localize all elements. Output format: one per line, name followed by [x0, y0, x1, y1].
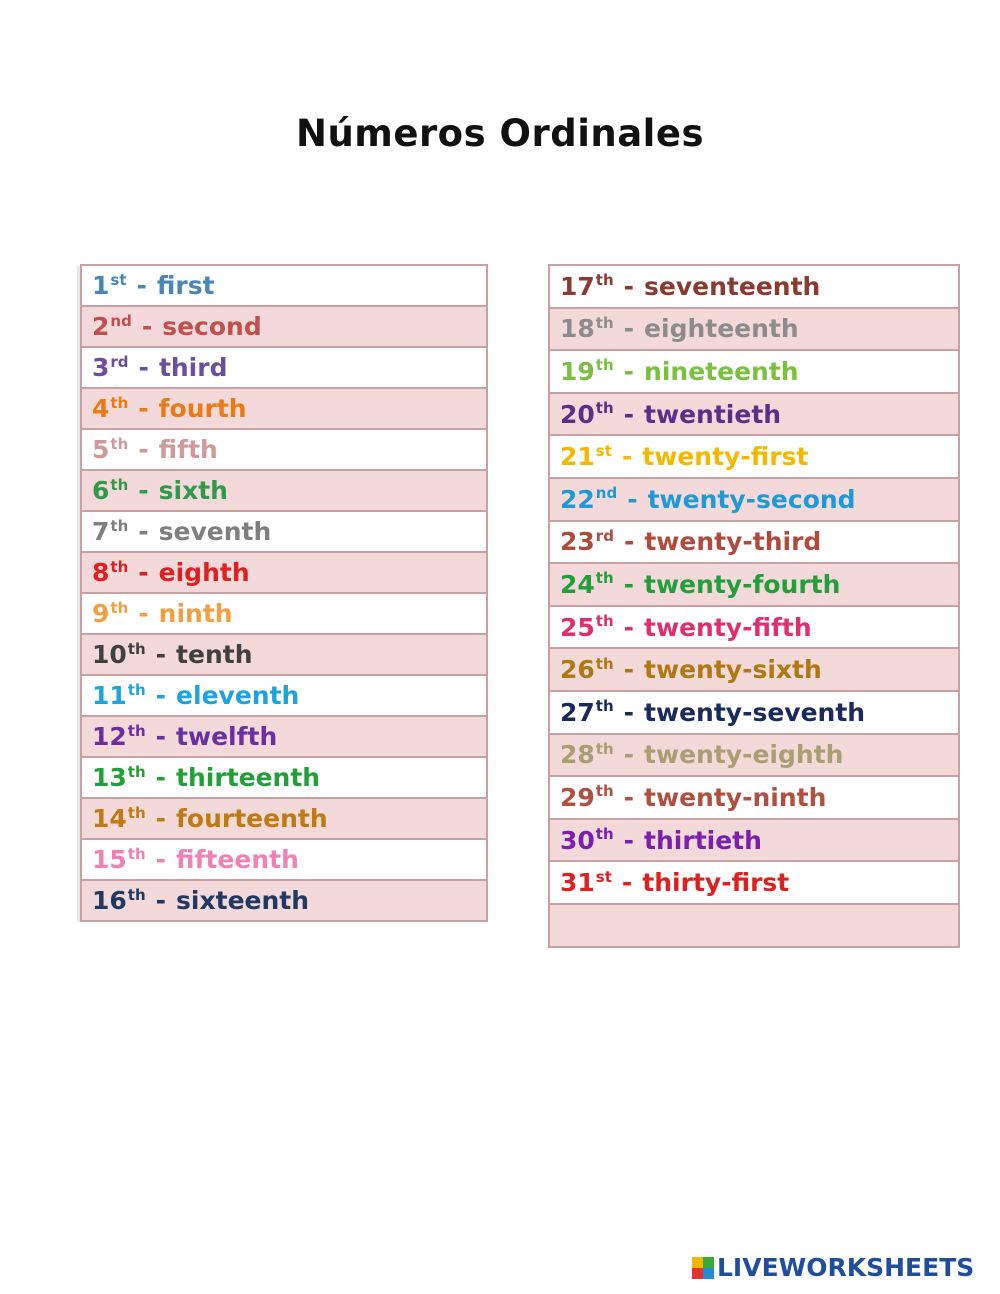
ordinal-row — [550, 649, 958, 692]
dash-separator: - — [623, 271, 635, 301]
ordinal-number: 17 — [560, 271, 595, 301]
ordinal-suffix: rd — [110, 352, 129, 371]
ordinal-row — [550, 777, 958, 820]
ordinal-number: 13 — [92, 763, 127, 792]
dash-separator: - — [138, 353, 149, 382]
dash-separator: - — [623, 527, 635, 557]
ordinal-suffix: th — [127, 885, 146, 904]
ordinal-row — [82, 594, 486, 635]
ordinal-row — [82, 676, 486, 717]
dash-separator: - — [155, 640, 167, 669]
ordinal-word: thirty-first — [642, 868, 790, 898]
ordinal-word: seventh — [158, 517, 272, 546]
ordinal-row — [82, 266, 486, 307]
ordinal-word: twentieth — [644, 399, 782, 429]
dash-separator: - — [623, 782, 635, 812]
ordinal-word: thirteenth — [176, 763, 321, 792]
dash-separator: - — [138, 435, 149, 464]
dash-separator: - — [136, 271, 147, 300]
ordinal-row — [82, 389, 486, 430]
dash-separator: - — [138, 517, 149, 546]
ordinal-word: second — [162, 312, 262, 341]
ordinal-number: 1 — [92, 271, 110, 300]
ordinal-word: seventeenth — [644, 271, 821, 301]
ordinal-row — [82, 840, 486, 881]
ordinal-suffix: rd — [595, 526, 614, 545]
liveworksheets-logo-icon — [692, 1257, 714, 1279]
ordinal-word: twenty-sixth — [644, 655, 822, 685]
dash-separator: - — [138, 476, 149, 505]
ordinal-suffix: th — [595, 356, 614, 375]
ordinal-number: 19 — [560, 356, 595, 386]
ordinal-suffix: st — [110, 270, 127, 289]
ordinal-row — [82, 553, 486, 594]
ordinal-word: twenty-eighth — [644, 740, 844, 770]
ordinal-number: 9 — [92, 599, 110, 628]
ordinal-number: 23 — [560, 527, 595, 557]
ordinal-word: twenty-second — [647, 484, 856, 514]
ordinal-row — [82, 307, 486, 348]
ordinal-table-left — [80, 264, 488, 922]
ordinal-word: twenty-fourth — [644, 569, 841, 599]
ordinal-word: eighteenth — [644, 314, 799, 344]
ordinal-suffix: th — [110, 598, 129, 617]
ordinal-suffix: th — [110, 434, 129, 453]
ordinal-word: fifteenth — [176, 845, 299, 874]
dash-separator: - — [155, 886, 167, 915]
ordinal-number: 6 — [92, 476, 110, 505]
dash-separator: - — [141, 312, 153, 341]
ordinal-suffix: th — [127, 803, 146, 822]
ordinal-word: fourth — [158, 394, 247, 423]
ordinal-suffix: nd — [110, 311, 132, 330]
ordinal-row — [550, 479, 958, 522]
ordinal-word: first — [156, 271, 215, 300]
ordinal-suffix: th — [595, 569, 614, 588]
ordinal-row — [82, 717, 486, 758]
ordinal-number: 5 — [92, 435, 110, 464]
ordinal-suffix: nd — [595, 484, 618, 503]
liveworksheets-logo[interactable] — [692, 1253, 974, 1282]
ordinal-row — [550, 351, 958, 394]
ordinal-row — [82, 881, 486, 922]
ordinal-number: 28 — [560, 740, 595, 770]
dash-separator: - — [621, 442, 633, 472]
dash-separator: - — [623, 399, 635, 429]
ordinal-word: twenty-ninth — [644, 782, 827, 812]
ordinal-suffix: th — [110, 516, 129, 535]
ordinal-word: twenty-third — [644, 527, 822, 557]
dash-separator: - — [623, 356, 635, 386]
ordinal-suffix: th — [595, 612, 614, 631]
ordinal-row — [550, 862, 958, 905]
ordinal-suffix: th — [110, 557, 129, 576]
ordinal-word: sixteenth — [176, 886, 310, 915]
ordinal-number: 12 — [92, 722, 127, 751]
dash-separator: - — [623, 697, 635, 727]
ordinal-number: 30 — [560, 825, 595, 855]
ordinal-suffix: th — [595, 313, 614, 332]
dash-separator: - — [155, 845, 167, 874]
dash-separator: - — [138, 394, 149, 423]
ordinal-table-right — [548, 264, 960, 948]
ordinal-number: 8 — [92, 558, 110, 587]
ordinal-suffix: th — [127, 762, 146, 781]
ordinal-row — [82, 758, 486, 799]
ordinal-row — [82, 799, 486, 840]
ordinal-suffix: th — [595, 782, 614, 801]
ordinal-word: twenty-seventh — [644, 697, 866, 727]
dash-separator: - — [623, 314, 635, 344]
ordinal-word: nineteenth — [644, 356, 799, 386]
ordinal-row — [550, 564, 958, 607]
ordinal-number: 31 — [560, 868, 595, 898]
dash-separator: - — [155, 763, 167, 792]
ordinal-suffix: st — [595, 867, 612, 886]
ordinal-number: 16 — [92, 886, 127, 915]
ordinal-suffix: th — [595, 739, 614, 758]
ordinal-row — [550, 820, 958, 863]
logo-text: LIVEWORKSHEETS — [717, 1253, 975, 1282]
dash-separator: - — [623, 612, 635, 642]
ordinal-word: twenty-fifth — [644, 612, 812, 642]
dash-separator: - — [138, 558, 149, 587]
ordinal-number: 10 — [92, 640, 127, 669]
ordinal-row — [550, 522, 958, 565]
ordinal-row — [550, 394, 958, 437]
ordinal-suffix: th — [595, 654, 614, 673]
ordinal-number: 29 — [560, 782, 595, 812]
ordinal-suffix: th — [110, 475, 129, 494]
ordinal-suffix: st — [595, 441, 612, 460]
ordinal-number: 20 — [560, 399, 595, 429]
dash-separator: - — [623, 740, 635, 770]
dash-separator: - — [155, 681, 167, 710]
ordinal-number: 25 — [560, 612, 595, 642]
ordinal-word: twenty-first — [642, 442, 809, 472]
ordinal-number: 11 — [92, 681, 127, 710]
ordinal-word: fourteenth — [176, 804, 328, 833]
ordinal-number: 2 — [92, 312, 110, 341]
ordinal-row — [82, 471, 486, 512]
ordinal-suffix: th — [127, 844, 146, 863]
ordinal-row — [82, 512, 486, 553]
dash-separator: - — [155, 722, 167, 751]
ordinal-word: eleventh — [176, 681, 300, 710]
ordinal-row — [550, 735, 958, 778]
ordinal-number: 14 — [92, 804, 127, 833]
ordinal-word: ninth — [158, 599, 233, 628]
ordinal-number: 27 — [560, 697, 595, 727]
ordinal-word: third — [158, 353, 228, 382]
ordinal-suffix: th — [110, 393, 129, 412]
ordinal-row — [550, 436, 958, 479]
ordinal-word: fifth — [158, 435, 218, 464]
ordinal-row — [550, 692, 958, 735]
ordinal-word: eighth — [158, 558, 250, 587]
page-title: Números Ordinales — [295, 112, 704, 155]
ordinal-row — [550, 309, 958, 352]
ordinal-number: 26 — [560, 655, 595, 685]
ordinal-row — [82, 635, 486, 676]
ordinal-suffix: th — [127, 680, 146, 699]
ordinal-suffix: th — [595, 271, 614, 290]
ordinal-row — [550, 607, 958, 650]
ordinal-number: 7 — [92, 517, 110, 546]
dash-separator: - — [623, 825, 635, 855]
ordinal-row — [82, 348, 486, 389]
ordinal-number: 3 — [92, 353, 110, 382]
ordinal-row — [82, 430, 486, 471]
ordinal-suffix: th — [127, 721, 146, 740]
ordinal-suffix: th — [595, 697, 614, 716]
ordinal-suffix: th — [595, 825, 614, 844]
ordinal-number: 24 — [560, 569, 595, 599]
ordinal-number: 22 — [560, 484, 595, 514]
dash-separator: - — [621, 868, 633, 898]
dash-separator: - — [155, 804, 167, 833]
dash-separator: - — [623, 655, 635, 685]
ordinal-number: 15 — [92, 845, 127, 874]
ordinal-row — [550, 266, 958, 309]
ordinal-word: sixth — [158, 476, 228, 505]
ordinal-suffix: th — [595, 399, 614, 418]
ordinal-word: twelfth — [176, 722, 278, 751]
ordinal-suffix: th — [127, 639, 146, 658]
ordinal-word: thirtieth — [644, 825, 762, 855]
ordinal-row — [550, 905, 958, 948]
dash-separator: - — [627, 484, 638, 514]
dash-separator: - — [623, 569, 635, 599]
ordinal-number: 18 — [560, 314, 595, 344]
ordinal-number: 4 — [92, 394, 110, 423]
dash-separator: - — [138, 599, 149, 628]
ordinal-word: tenth — [176, 640, 253, 669]
ordinal-number: 21 — [560, 442, 595, 472]
